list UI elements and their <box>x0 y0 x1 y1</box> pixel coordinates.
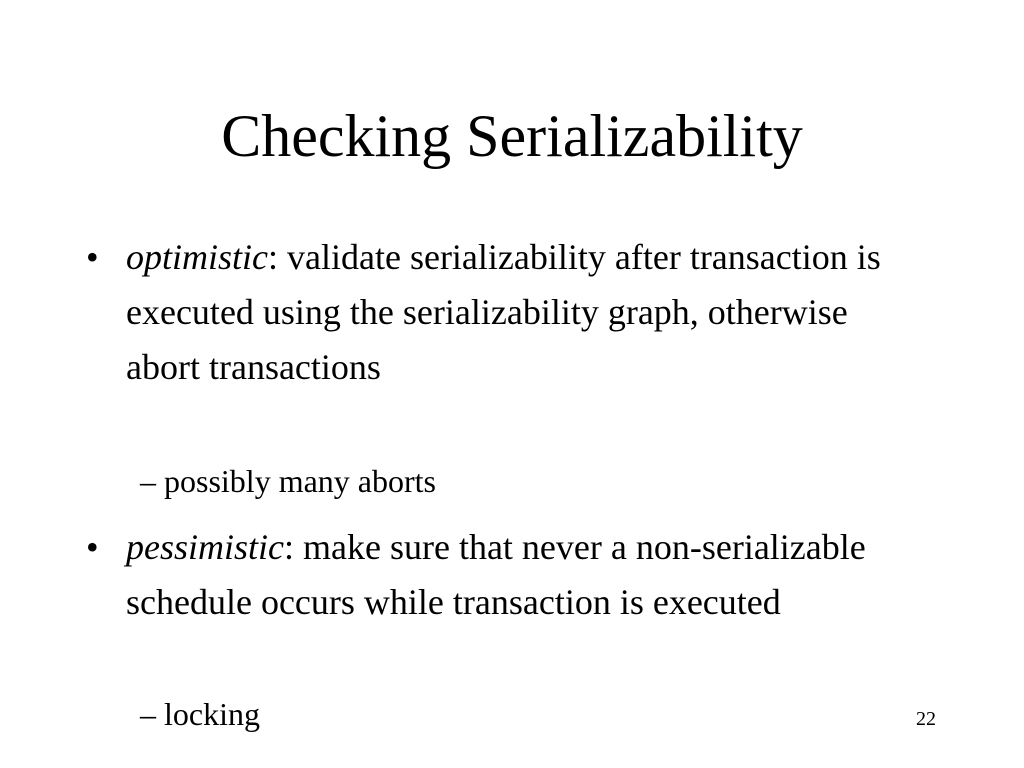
bullet-marker: • <box>86 527 99 567</box>
sub-bullet-locking: – locking <box>140 696 260 732</box>
bullet-term: optimistic <box>126 237 268 277</box>
bullet-marker: • <box>86 237 99 277</box>
bullet-separator: : <box>284 527 304 567</box>
slide-title: Checking Serializability <box>221 103 803 169</box>
bullet-optimistic <box>86 230 886 395</box>
bullet-text: validate serializability after transaction is executed using the serializability graph, otherwise abort transactions <box>126 237 881 387</box>
page-number: 22 <box>916 708 936 730</box>
sub-bullet-possibly-many-aborts: – possibly many aborts <box>140 463 436 499</box>
bullet-separator: : <box>268 237 288 277</box>
bullet-text: make sure that never a non-serializable schedule occurs while transaction is executed <box>126 527 866 622</box>
bullet-pessimistic <box>86 520 886 630</box>
bullet-term: pessimistic <box>126 527 284 567</box>
